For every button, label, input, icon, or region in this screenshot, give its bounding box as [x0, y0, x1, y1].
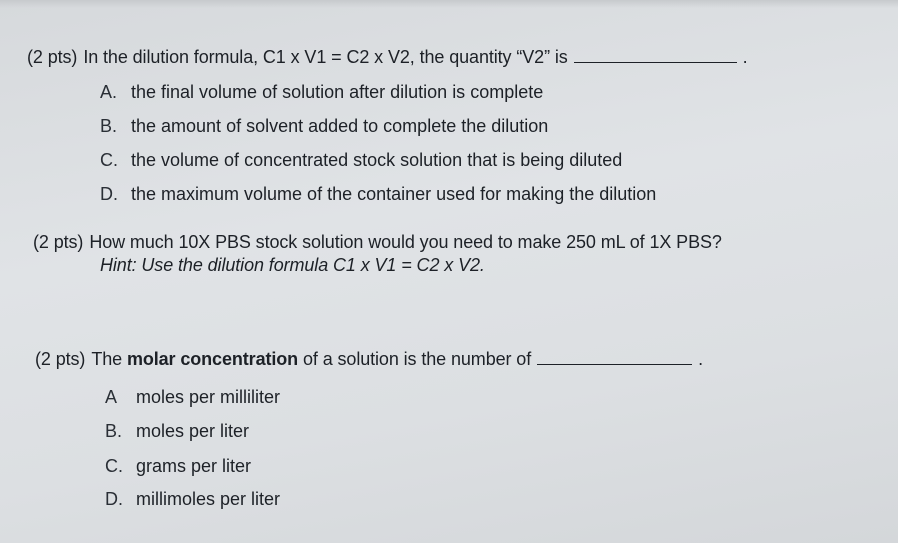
question-1-option-c	[100, 150, 622, 171]
question-2-line	[33, 232, 722, 253]
question-3-option-c	[105, 456, 251, 477]
option-text: the final volume of solution after dilution is complete	[131, 82, 544, 102]
question-2-points: (2 pts)	[33, 232, 84, 252]
question-3-text-after: of a solution is the number of	[302, 349, 532, 369]
question-1	[27, 47, 748, 68]
option-letter: A.	[100, 82, 118, 102]
option-text: the maximum volume of the container used for making the dilution	[131, 184, 657, 204]
question-3-option-b	[105, 421, 249, 442]
question-3-end: .	[698, 349, 704, 369]
question-3-option-a	[105, 387, 280, 408]
option-text: moles per liter	[136, 421, 250, 441]
question-1-end: .	[742, 47, 748, 67]
option-letter: D.	[100, 184, 118, 204]
question-3-bold-term: molar concentration	[126, 349, 299, 369]
page-top-edge	[0, 0, 898, 8]
question-1-option-b	[100, 116, 548, 137]
question-3-points: (2 pts)	[35, 349, 86, 369]
option-letter: D.	[105, 489, 123, 509]
option-text: the volume of concentrated stock solution that is being diluted	[131, 150, 623, 170]
question-2	[33, 232, 722, 276]
option-letter: B.	[105, 421, 123, 441]
option-text: the amount of solvent added to complete the dilution	[131, 116, 549, 136]
option-text: millimoles per liter	[136, 489, 281, 509]
question-3-option-d	[105, 489, 280, 510]
option-letter: C.	[105, 456, 123, 476]
question-3	[35, 349, 703, 370]
option-text: grams per liter	[136, 456, 252, 476]
option-text: moles per milliliter	[136, 387, 281, 407]
option-letter: A	[105, 387, 118, 407]
question-1-answer-blank	[574, 61, 737, 63]
option-letter: C.	[100, 150, 118, 170]
question-1-points: (2 pts)	[27, 47, 78, 67]
question-2-text: How much 10X PBS stock solution would you need to make 250 mL of 1X PBS?	[89, 232, 722, 252]
question-1-option-d	[100, 184, 656, 205]
question-1-text: In the dilution formula, C1 x V1 = C2 x V2, the quantity “V2” is	[83, 47, 568, 67]
question-1-option-a	[100, 82, 543, 103]
option-letter: B.	[100, 116, 118, 136]
question-2-hint: Hint: Use the dilution formula C1 x V1 = C2 x V2.	[100, 255, 485, 275]
question-3-answer-blank	[537, 363, 692, 365]
question-3-text-before: The	[91, 349, 123, 369]
